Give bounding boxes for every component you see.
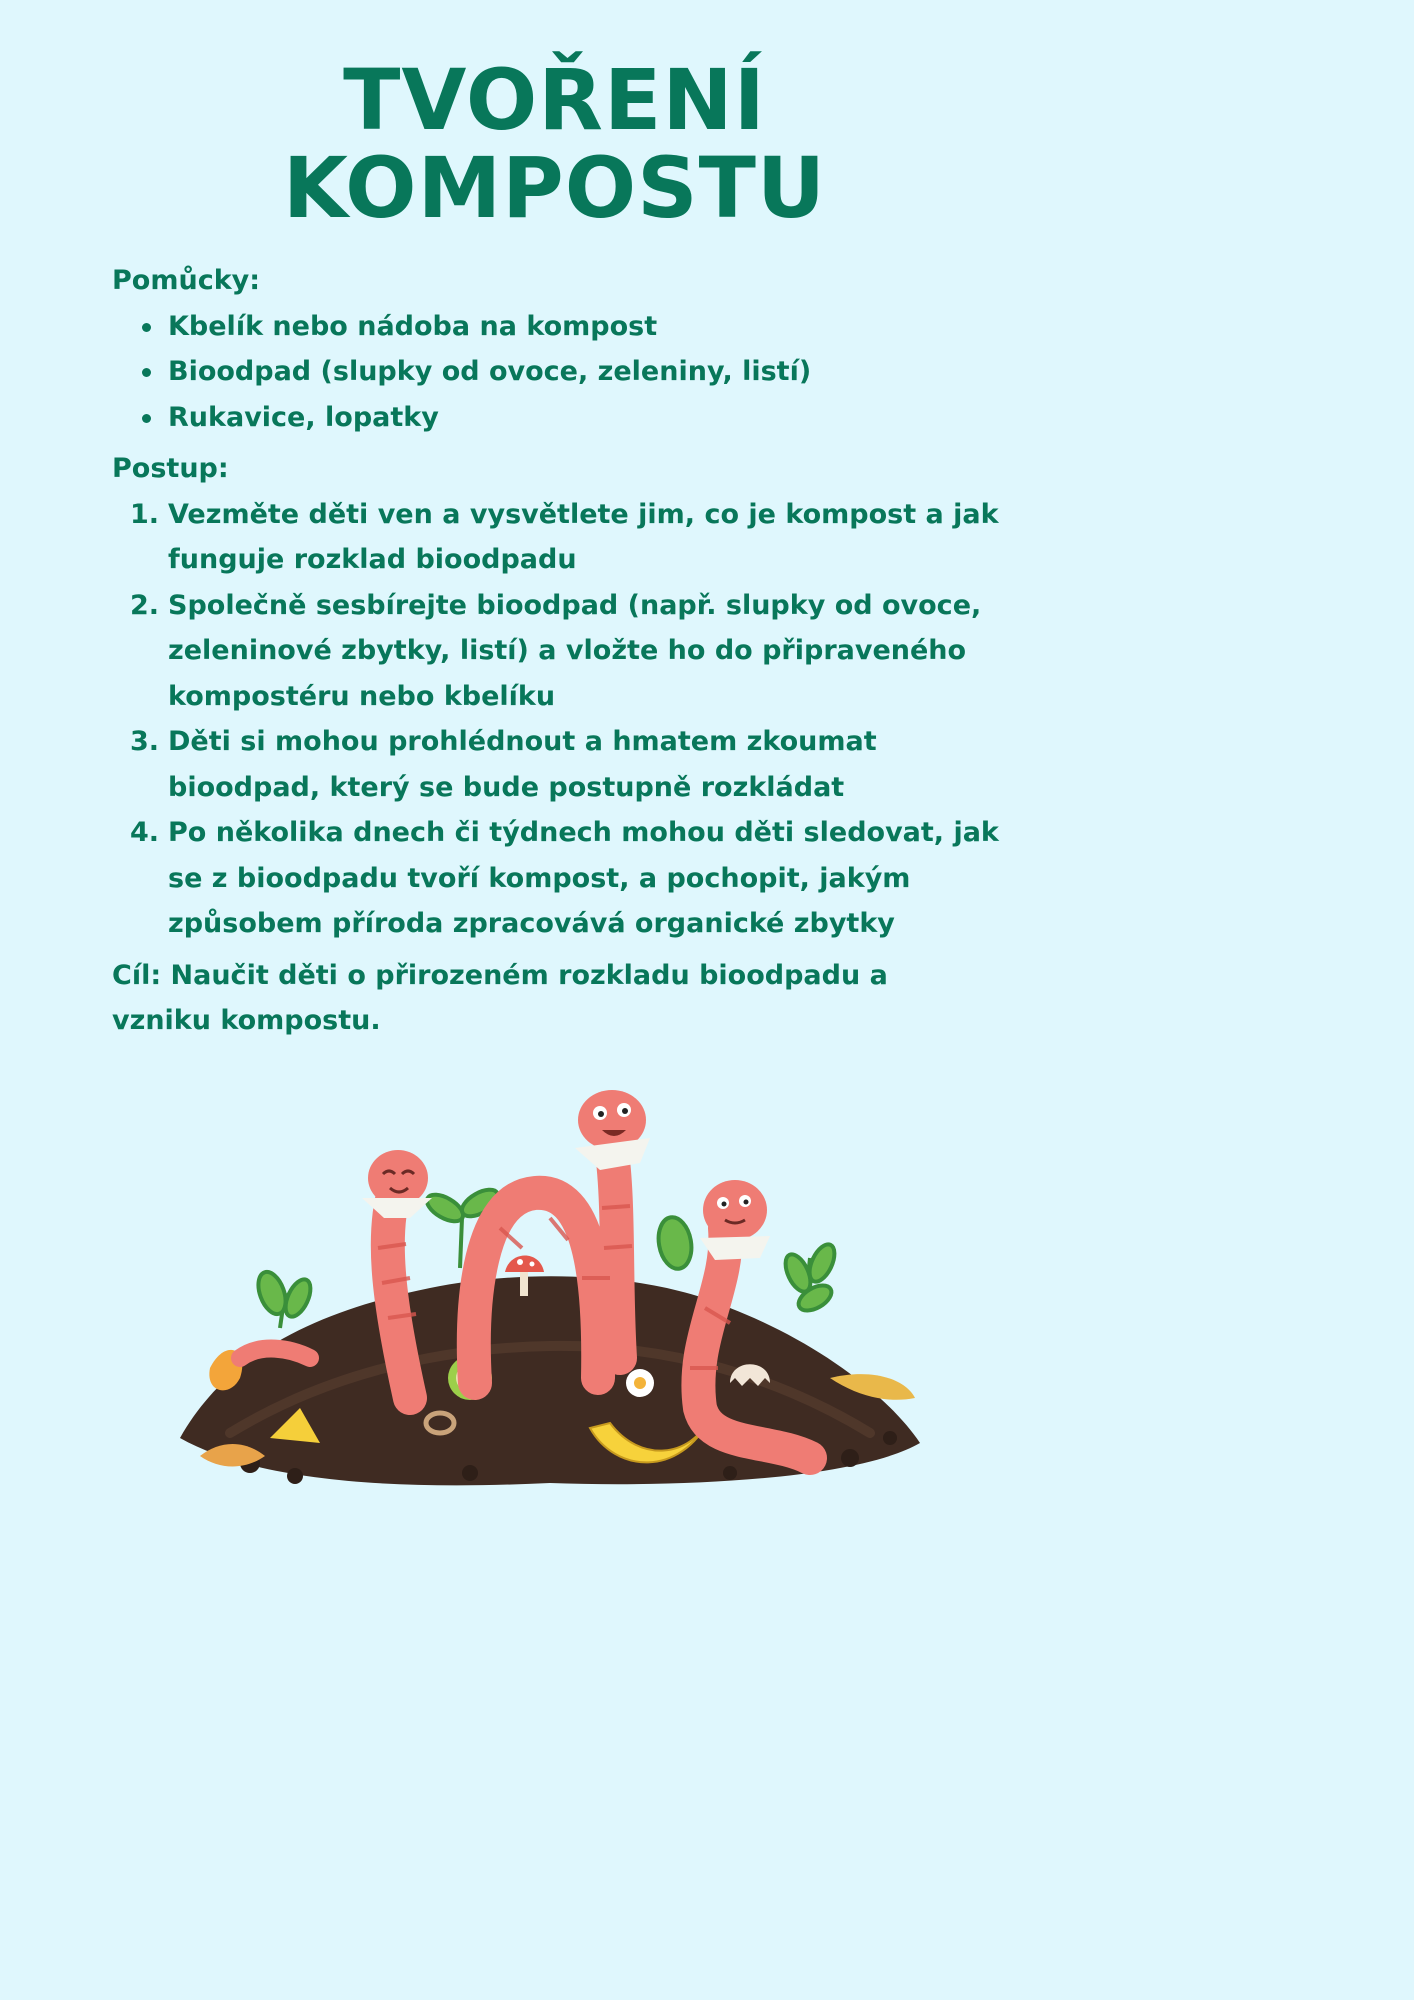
title-line-2: KOMPOSTU <box>282 139 827 237</box>
goal-text: Cíl: Naučit děti o přirozeném rozkladu bioodpadu a vzniku kompostu. <box>112 959 888 1036</box>
title-line-1: TVOŘENÍ <box>343 51 766 149</box>
step-item <box>112 810 1032 947</box>
worm-left <box>388 1188 410 1398</box>
compost-worms-illustration <box>170 1078 930 1502</box>
steps-list <box>112 492 1032 947</box>
tools-item: Bioodpad (slupky od ovoce, zeleniny, listí) <box>112 349 1032 395</box>
steps-heading: Postup: <box>112 453 229 484</box>
step-number: 1. <box>130 498 160 530</box>
step-text: Po několika dnech či týdnech mohou děti sledovat, jak se z bioodpadu tvoří kompost, a pochopit, jakým způsobem příroda zpracovává organické zbytky <box>168 817 999 939</box>
instructions <box>112 258 1032 1044</box>
step-text: Společně sesbírejte bioodpad (např. slupky od ovoce, zeleninové zbytky, listí) a vložte ho do připraveného kompostéru nebo kbelíku <box>168 589 982 712</box>
step-number: 4. <box>130 817 160 848</box>
step-number: 3. <box>130 726 160 757</box>
step-item <box>112 719 1032 810</box>
step-item <box>112 492 1032 583</box>
step-item <box>112 583 1032 720</box>
tools-heading: Pomůcky: <box>112 265 261 296</box>
page-title <box>0 51 1109 237</box>
step-text: Vezměte děti ven a vysvětlete jim, co je kompost a jak funguje rozklad bioodpadu <box>168 498 999 575</box>
step-number: 2. <box>130 589 160 621</box>
tools-item: Kbelík nebo nádoba na kompost <box>112 304 1032 350</box>
flower-icon <box>626 1369 654 1397</box>
step-text: Děti si mohou prohlédnout a hmatem zkoumat bioodpad, který se bude postupně rozkládat <box>168 726 877 803</box>
tools-item: Rukavice, lopatky <box>112 395 1032 441</box>
tools-list <box>112 304 1032 441</box>
